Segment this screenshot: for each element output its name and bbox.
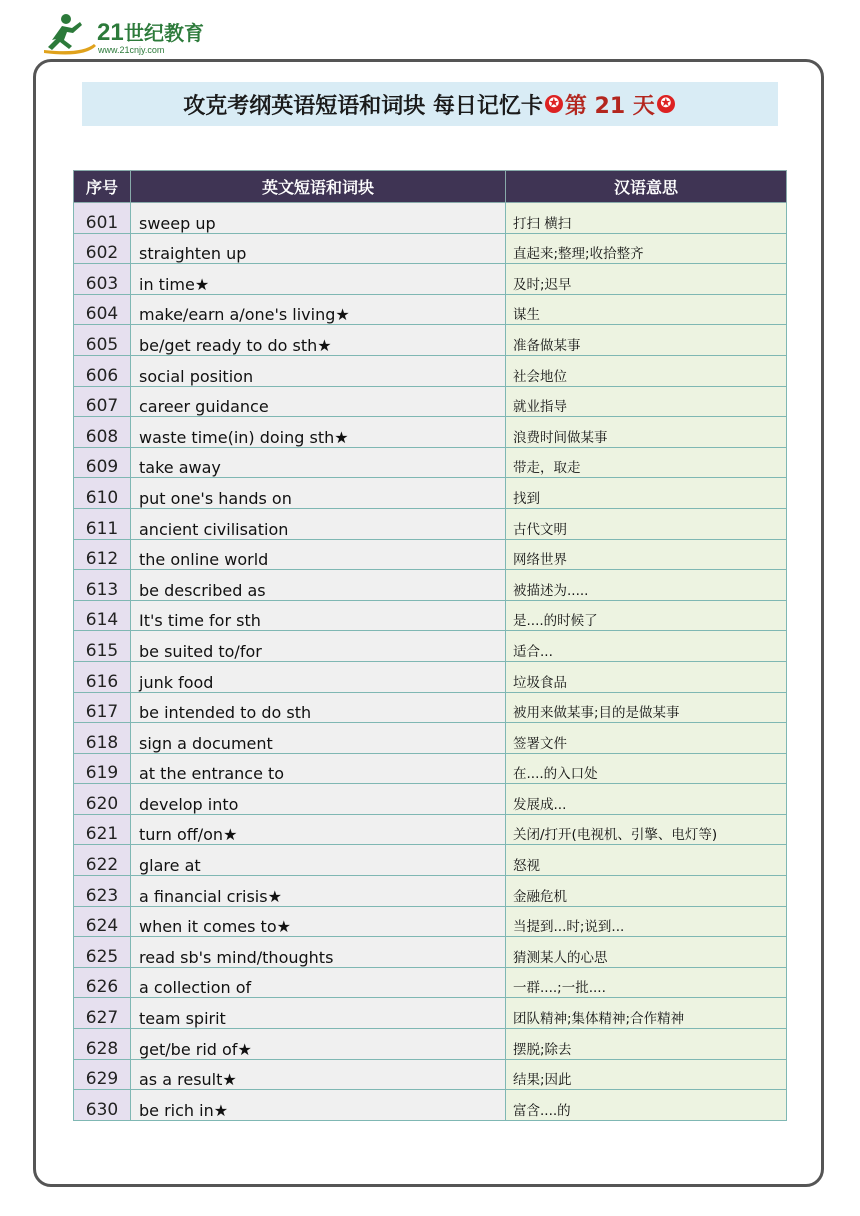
chinese-meaning: 结果;因此 <box>506 1059 787 1090</box>
chinese-meaning: 是....的时候了 <box>506 600 787 631</box>
logo-image <box>42 10 212 56</box>
table-row <box>74 784 787 815</box>
svg-text:世纪教育: 世纪教育 <box>124 21 204 45</box>
header-en: 英文短语和词块 <box>131 171 506 203</box>
vocab-table <box>73 170 787 1121</box>
chinese-meaning: 适合... <box>506 631 787 662</box>
site-logo <box>42 10 212 56</box>
english-phrase: a collection of <box>131 967 506 998</box>
english-phrase: social position <box>131 355 506 386</box>
row-number: 627 <box>74 998 131 1029</box>
chinese-meaning: 发展成... <box>506 784 787 815</box>
table-row <box>74 264 787 295</box>
star-icon: ✪ <box>657 95 675 113</box>
table-row <box>74 845 787 876</box>
table-row <box>74 539 787 570</box>
row-number: 630 <box>74 1090 131 1121</box>
header-cn: 汉语意思 <box>506 171 787 203</box>
row-number: 608 <box>74 417 131 448</box>
row-number: 611 <box>74 508 131 539</box>
english-phrase: sweep up <box>131 203 506 234</box>
table-row <box>74 906 787 937</box>
table-row <box>74 814 787 845</box>
svg-text:21: 21 <box>97 19 124 46</box>
row-number: 606 <box>74 355 131 386</box>
english-phrase: develop into <box>131 784 506 815</box>
row-number: 616 <box>74 661 131 692</box>
english-phrase: be/get ready to do sth★ <box>131 325 506 356</box>
english-phrase: ancient civilisation <box>131 508 506 539</box>
chinese-meaning: 网络世界 <box>506 539 787 570</box>
chinese-meaning: 带走，取走 <box>506 447 787 478</box>
english-phrase: get/be rid of★ <box>131 1029 506 1060</box>
table-row <box>74 753 787 784</box>
chinese-meaning: 摆脱;除去 <box>506 1029 787 1060</box>
chinese-meaning: 谋生 <box>506 294 787 325</box>
english-phrase: It's time for sth <box>131 600 506 631</box>
table-row <box>74 1090 787 1121</box>
row-number: 601 <box>74 203 131 234</box>
chinese-meaning: 被用来做某事;目的是做某事 <box>506 692 787 723</box>
row-number: 604 <box>74 294 131 325</box>
table-row <box>74 723 787 754</box>
chinese-meaning: 及时;迟早 <box>506 264 787 295</box>
table-row <box>74 203 787 234</box>
row-number: 609 <box>74 447 131 478</box>
row-number: 623 <box>74 876 131 907</box>
row-number: 618 <box>74 723 131 754</box>
english-phrase: as a result★ <box>131 1059 506 1090</box>
english-phrase: put one's hands on <box>131 478 506 509</box>
english-phrase: turn off/on★ <box>131 814 506 845</box>
table-row <box>74 508 787 539</box>
english-phrase: at the entrance to <box>131 753 506 784</box>
english-phrase: be described as <box>131 570 506 601</box>
table-row <box>74 661 787 692</box>
table-row <box>74 937 787 968</box>
table-row <box>74 417 787 448</box>
table-row <box>74 1029 787 1060</box>
chinese-meaning: 浪费时间做某事 <box>506 417 787 448</box>
chinese-meaning: 团队精神;集体精神;合作精神 <box>506 998 787 1029</box>
table-row <box>74 998 787 1029</box>
chinese-meaning: 直起来;整理;收拾整齐 <box>506 233 787 264</box>
table-row <box>74 386 787 417</box>
table-row <box>74 355 787 386</box>
row-number: 607 <box>74 386 131 417</box>
row-number: 605 <box>74 325 131 356</box>
row-number: 626 <box>74 967 131 998</box>
chinese-meaning: 签署文件 <box>506 723 787 754</box>
english-phrase: junk food <box>131 661 506 692</box>
row-number: 629 <box>74 1059 131 1090</box>
english-phrase: be suited to/for <box>131 631 506 662</box>
row-number: 628 <box>74 1029 131 1060</box>
row-number: 625 <box>74 937 131 968</box>
header-num: 序号 <box>74 171 131 203</box>
title-day: 第 21 天 <box>564 93 655 119</box>
chinese-meaning: 垃圾食品 <box>506 661 787 692</box>
english-phrase: waste time(in) doing sth★ <box>131 417 506 448</box>
english-phrase: be intended to do sth <box>131 692 506 723</box>
table-row <box>74 1059 787 1090</box>
english-phrase: glare at <box>131 845 506 876</box>
english-phrase: a financial crisis★ <box>131 876 506 907</box>
row-number: 615 <box>74 631 131 662</box>
table-row <box>74 294 787 325</box>
table-row <box>74 478 787 509</box>
table-row <box>74 967 787 998</box>
chinese-meaning: 古代文明 <box>506 508 787 539</box>
chinese-meaning: 一群....;一批.... <box>506 967 787 998</box>
table-row <box>74 447 787 478</box>
chinese-meaning: 猜测某人的心思 <box>506 937 787 968</box>
english-phrase: take away <box>131 447 506 478</box>
chinese-meaning: 关闭/打开(电视机、引擎、电灯等) <box>506 814 787 845</box>
chinese-meaning: 金融危机 <box>506 876 787 907</box>
table-row <box>74 600 787 631</box>
table-row <box>74 233 787 264</box>
row-number: 602 <box>74 233 131 264</box>
table-row <box>74 631 787 662</box>
vocab-table-body <box>74 203 787 1121</box>
english-phrase: make/earn a/one's living★ <box>131 294 506 325</box>
row-number: 617 <box>74 692 131 723</box>
table-row <box>74 570 787 601</box>
table-row <box>74 325 787 356</box>
chinese-meaning: 富含....的 <box>506 1090 787 1121</box>
english-phrase: read sb's mind/thoughts <box>131 937 506 968</box>
chinese-meaning: 就业指导 <box>506 386 787 417</box>
english-phrase: straighten up <box>131 233 506 264</box>
english-phrase: in time★ <box>131 264 506 295</box>
row-number: 621 <box>74 814 131 845</box>
row-number: 610 <box>74 478 131 509</box>
chinese-meaning: 怒视 <box>506 845 787 876</box>
english-phrase: career guidance <box>131 386 506 417</box>
page-title <box>82 82 778 126</box>
row-number: 612 <box>74 539 131 570</box>
row-number: 622 <box>74 845 131 876</box>
row-number: 620 <box>74 784 131 815</box>
english-phrase: team spirit <box>131 998 506 1029</box>
title-main: 攻克考纲英语短语和词块 每日记忆卡 <box>183 93 543 119</box>
chinese-meaning: 社会地位 <box>506 355 787 386</box>
english-phrase: when it comes to★ <box>131 906 506 937</box>
table-row <box>74 876 787 907</box>
chinese-meaning: 在....的入口处 <box>506 753 787 784</box>
english-phrase: sign a document <box>131 723 506 754</box>
chinese-meaning: 当提到...时;说到... <box>506 906 787 937</box>
chinese-meaning: 被描述为..... <box>506 570 787 601</box>
row-number: 613 <box>74 570 131 601</box>
row-number: 624 <box>74 906 131 937</box>
english-phrase: be rich in★ <box>131 1090 506 1121</box>
star-icon: ✪ <box>545 95 563 113</box>
table-header-row <box>74 171 787 203</box>
svg-text:www.21cnjy.com: www.21cnjy.com <box>98 45 165 55</box>
chinese-meaning: 打扫 横扫 <box>506 203 787 234</box>
row-number: 614 <box>74 600 131 631</box>
chinese-meaning: 准备做某事 <box>506 325 787 356</box>
chinese-meaning: 找到 <box>506 478 787 509</box>
table-row <box>74 692 787 723</box>
english-phrase: the online world <box>131 539 506 570</box>
row-number: 619 <box>74 753 131 784</box>
row-number: 603 <box>74 264 131 295</box>
